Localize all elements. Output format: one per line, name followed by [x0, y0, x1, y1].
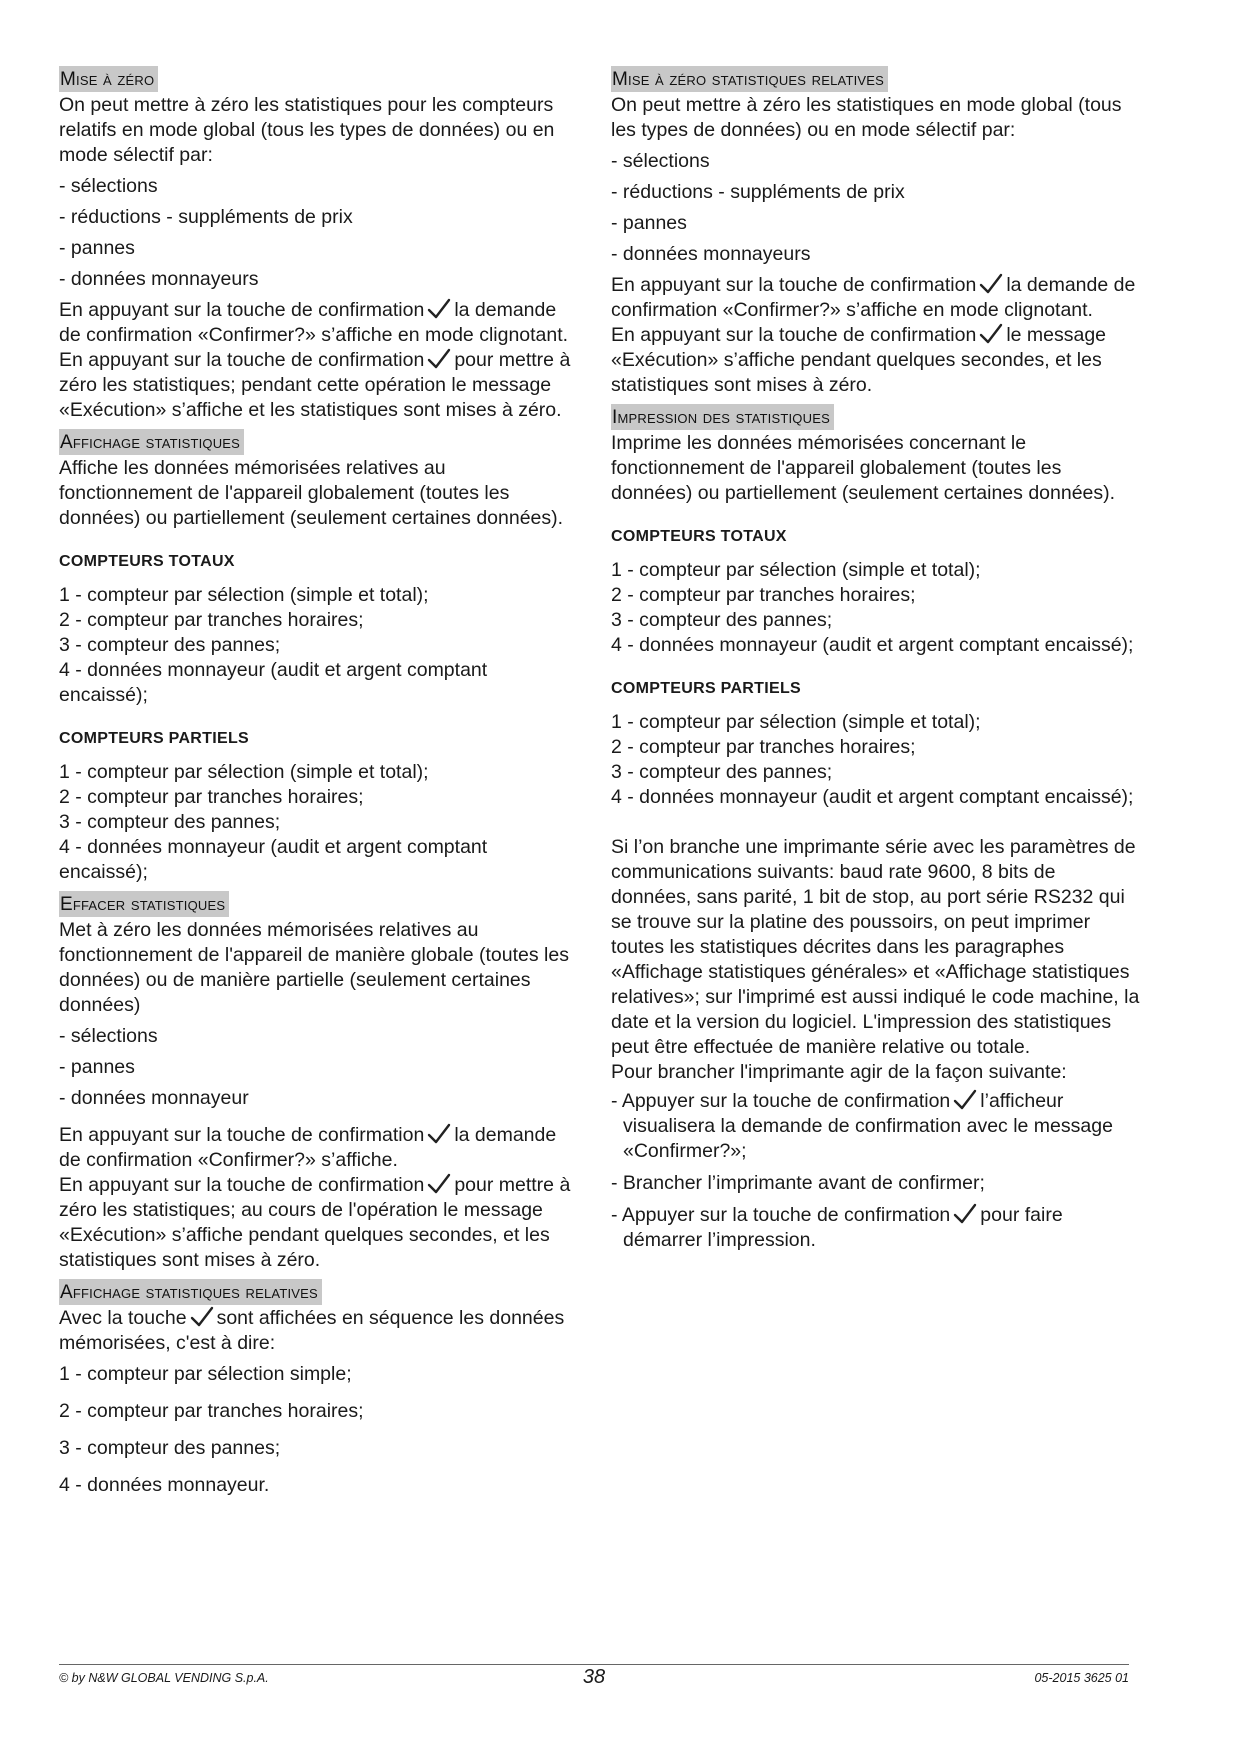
section-heading: Affichage statistiques relatives [59, 1279, 322, 1305]
step-item: - Brancher l’imprimante avant de confirmer; [611, 1172, 985, 1194]
list-item: 3 - compteur des pannes; [59, 811, 281, 833]
list-item: 2 - compteur par tranches horaires; [59, 609, 364, 631]
text: En appuyant sur la touche de confirmation [59, 1124, 425, 1146]
footer-copyright: © by N&W GLOBAL VENDING S.p.A. [59, 1671, 269, 1685]
checkmark-icon [426, 348, 452, 370]
list-item: 3 - compteur des pannes; [611, 761, 833, 783]
list-item: 2 - compteur par tranches horaires; [611, 736, 916, 758]
step-item [611, 1089, 1141, 1164]
text: Avec la touche [59, 1307, 187, 1329]
checkmark-icon [189, 1306, 215, 1328]
right-column [611, 66, 1141, 1253]
text: En appuyant sur la touche de confirmation [59, 299, 425, 321]
list-item: 1 - compteur par sélection (simple et total); [59, 761, 429, 783]
list-item: - données monnayeurs [611, 243, 811, 265]
text: pour mettre à zéro les statistiques; pendant cette opération le message «Exécution» s’affiche et les statistiques sont mises à zéro. [59, 349, 571, 421]
checkmark-icon [426, 298, 452, 320]
list-item: 4 - données monnayeur (audit et argent comptant encaissé); [611, 786, 1134, 808]
list-item: 4 - données monnayeur (audit et argent comptant encaissé); [611, 634, 1134, 656]
text: la demande de confirmation «Confirmer?» s’affiche. [59, 1124, 557, 1171]
paragraph: Affiche les données mémorisées relatives au fonctionnement de l'appareil globalement (toutes les données) ou partiellement (seulement certaines données). [59, 457, 564, 529]
section-affichage-statistiques [59, 429, 579, 885]
paragraph: Met à zéro les données mémorisées relatives au fonctionnement de l'appareil de manière globale (toutes les données) ou de manière partielle (seulement certaines données) [59, 919, 569, 1016]
list-item: 1 - compteur par sélection (simple et total); [59, 584, 429, 606]
paragraph [59, 348, 579, 423]
list-item: - sélections [59, 1025, 158, 1047]
paragraph: Pour brancher l'imprimante agir de la façon suivante: [611, 1061, 1067, 1083]
subheading: COMPTEURS PARTIELS [59, 730, 250, 747]
list-item: - sélections [611, 150, 710, 172]
section-mise-a-zero [59, 66, 579, 423]
checkmark-icon [952, 1089, 978, 1111]
left-column [59, 66, 579, 1498]
section-effacer-statistiques [59, 891, 579, 1273]
list-item: 1 - compteur par sélection (simple et total); [611, 559, 981, 581]
list-item: 4 - données monnayeur (audit et argent comptant encaissé); [59, 836, 488, 883]
text: l’afficheur visualisera la demande de confirmation avec le message «Confirmer?»; [623, 1090, 1113, 1162]
paragraph [59, 1123, 579, 1173]
paragraph [611, 273, 1141, 323]
checkmark-icon [952, 1203, 978, 1225]
paragraph: Imprime les données mémorisées concernant le fonctionnement de l'appareil globalement (toutes les données) ou partiellement (seulement certaines données). [611, 432, 1116, 504]
list-item: 1 - compteur par sélection simple; [59, 1363, 352, 1385]
list-item: 3 - compteur des pannes; [59, 1437, 281, 1459]
subheading: COMPTEURS PARTIELS [611, 680, 802, 697]
section-heading: Affichage statistiques [59, 429, 244, 455]
text: En appuyant sur la touche de confirmation [59, 1174, 425, 1196]
list-item: - sélections [59, 175, 158, 197]
checkmark-icon [978, 323, 1004, 345]
paragraph [59, 1173, 579, 1273]
list-item: 3 - compteur des pannes; [59, 634, 281, 656]
checkmark-icon [426, 1123, 452, 1145]
text: pour faire démarrer l’impression. [623, 1204, 1063, 1251]
text: En appuyant sur la touche de confirmation [59, 349, 425, 371]
paragraph: On peut mettre à zéro les statistiques pour les compteurs relatifs en mode global (tous les types de données) ou en mode sélectif par: [59, 94, 555, 166]
paragraph: Si l’on branche une imprimante série avec les paramètres de communications suivants: baud rate 9600, 8 bits de données, sans parité, 1 bit de stop, au port série RS232 qui se trouve sur la platine des poussoirs, on peut imprimer toutes les statistiques décrites dans les paragraphes «Affichage statistiques générales» et «Affichage statistiques relatives»; sur l'imprimé est aussi indiqué le code machine, la date et la version du logiciel. L'impression des statistiques peut être effectuée de manière relative ou totale. [611, 836, 1140, 1058]
section-impression-statistiques [611, 404, 1141, 1253]
list-item: 2 - compteur par tranches horaires; [59, 1400, 364, 1422]
list-item: - données monnayeurs [59, 268, 259, 290]
footer-doc-code: 05-2015 3625 01 [1034, 1671, 1129, 1685]
text: En appuyant sur la touche de confirmation [611, 324, 977, 346]
text: le message «Exécution» s’affiche pendant quelques secondes, et les statistiques sont mises à zéro. [611, 324, 1107, 396]
text: sont affichées en séquence les données mémorisées, c'est à dire: [59, 1307, 565, 1354]
text: - Appuyer sur la touche de confirmation [611, 1090, 951, 1112]
page-number: 38 [582, 1666, 606, 1688]
section-mise-a-zero-relatives [611, 66, 1141, 398]
paragraph [59, 1306, 579, 1356]
section-heading: Mise à zéro statistiques relatives [611, 66, 888, 92]
text: la demande de confirmation «Confirmer?» s’affiche en mode clignotant. [59, 299, 569, 346]
list-item: 3 - compteur des pannes; [611, 609, 833, 631]
step-item [611, 1203, 1141, 1253]
paragraph: On peut mettre à zéro les statistiques en mode global (tous les types de données) ou en mode sélectif par: [611, 94, 1122, 141]
section-heading: Impression des statistiques [611, 404, 834, 430]
section-heading: Effacer statistiques [59, 891, 229, 917]
subheading: COMPTEURS TOTAUX [611, 528, 787, 545]
list-item: - pannes [611, 212, 687, 234]
list-item: - pannes [59, 1056, 135, 1078]
section-heading: Mise à zéro [59, 66, 158, 92]
text: pour mettre à zéro les statistiques; au cours de l'opération le message «Exécution» s’affiche pendant quelques secondes, et les statistiques sont mises à zéro. [59, 1174, 571, 1271]
list-item: 4 - données monnayeur (audit et argent comptant encaissé); [59, 659, 488, 706]
list-item: 2 - compteur par tranches horaires; [59, 786, 364, 808]
checkmark-icon [426, 1173, 452, 1195]
checkmark-icon [978, 273, 1004, 295]
list-item: - réductions - suppléments de prix [611, 181, 905, 203]
section-affichage-statistiques-relatives [59, 1279, 579, 1498]
page-footer [59, 1664, 1129, 1695]
list-item: 4 - données monnayeur. [59, 1474, 270, 1496]
list-item: - données monnayeur [59, 1087, 249, 1109]
text: - Appuyer sur la touche de confirmation [611, 1204, 951, 1226]
list-item: - pannes [59, 237, 135, 259]
list-item: - réductions - suppléments de prix [59, 206, 353, 228]
subheading: COMPTEURS TOTAUX [59, 553, 235, 570]
text: la demande de confirmation «Confirmer?» s’affiche en mode clignotant. [611, 274, 1136, 321]
list-item: 2 - compteur par tranches horaires; [611, 584, 916, 606]
list-item: 1 - compteur par sélection (simple et total); [611, 711, 981, 733]
paragraph [59, 298, 579, 348]
text: En appuyant sur la touche de confirmation [611, 274, 977, 296]
paragraph [611, 323, 1141, 398]
